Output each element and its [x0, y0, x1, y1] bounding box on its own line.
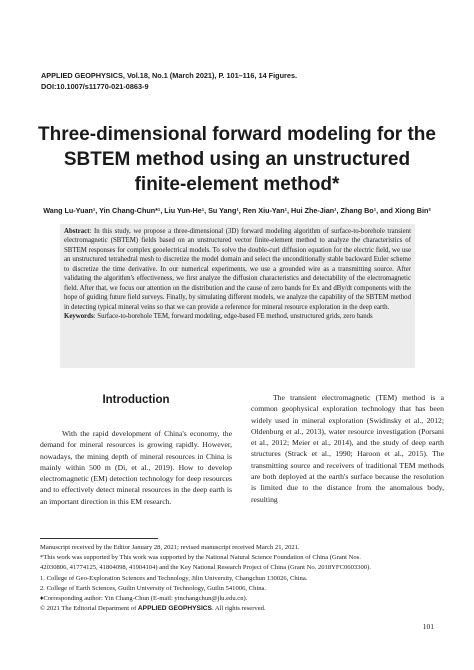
- footnote-funding-continued: 42030806, 41774125, 41804098, 41904104) and the Key National Research Project of China (Grant No. 2018YFC0603300).: [40, 564, 371, 572]
- doi: DOI:10.1007/s11770-021-0863-9: [41, 82, 149, 91]
- footnote-affiliation-1: 1. College of Geo-Exploration Sciences and Technology, Jilin University, Changchun 130026, China.: [40, 574, 308, 582]
- keywords-label: Keywords: [64, 313, 94, 321]
- footnote-divider: [40, 538, 158, 539]
- copyright-prefix: © 2021 The Editorial Department of: [40, 605, 138, 613]
- footnote-funding: *This work was supported by This work was supported by the National Natural Science Foundation of China (Grant Nos.: [40, 554, 361, 562]
- footnote-received: Manuscript received by the Editor January 28, 2021; revised manuscript received March 21, 2021.: [40, 544, 300, 551]
- journal-header: [41, 70, 297, 92]
- footnote-corresponding-author: ♦Corresponding author: Yin Chang-Chun (E-mail: yinchangchun@jlu.edu.cn).: [40, 595, 248, 603]
- copyright-journal: APPLIED GEOPHYSICS: [137, 605, 212, 613]
- page-number: 101: [422, 622, 434, 631]
- journal-citation: APPLIED GEOPHYSICS, Vol.18, No.1 (March 2021), P. 101–116, 14 Figures.: [41, 71, 298, 80]
- title-line-2: SBTEM method using an unstructured: [63, 149, 411, 170]
- footnote-affiliation-2: 2. College of Earth Sciences, Guilin University of Technology, Guilin 541006, China.: [40, 584, 267, 592]
- abstract-box: [60, 224, 415, 368]
- abstract-label: Abstract: [64, 228, 90, 235]
- footnote-copyright: [40, 604, 450, 614]
- keywords-paragraph: [64, 312, 411, 321]
- intro-paragraph-right: The transient electromagnetic (TEM) method is a common geophysical exploration technology that has been widely used in mineral exploration (Swidinsky et al., 2012; Oldenburg et al., 2013), water resource investigation (Porsani et al., 2012; Meier et al., 2014), and the study of deep earth structures (Strack et al., 1990; Haroon et al., 2015). The transmitting source and receivers of traditional TEM methods are both deployed at the earth's surface because the resolution is limited due to the distance from the anomalous body, resulting: [251, 393, 444, 504]
- left-column: [40, 392, 232, 507]
- right-column: [251, 392, 444, 505]
- intro-paragraph-left: With the rapid development of China's economy, the demand for mineral resources is growing rapidly. However, nowadays, the mining depth of mineral resources in China is mainly within 500 m (Di, et al., 2019). How to develop electromagnetic (EM) detection technology for deep resources and to effectively detect mineral resources in the deep earth is an important direction in this EM research.: [40, 429, 232, 506]
- paper-title: [30, 122, 444, 197]
- footnotes: [40, 543, 450, 614]
- title-line-1: Three-dimensional forward modeling for the: [38, 124, 436, 145]
- abstract-text: : In this study, we propose a three-dimensional (3D) forward modeling algorithm of surface-to-borehole transient electromagnetic (SBTEM) fields based on an unstructured vector finite-element method to analyze the characteristics of SBTEM responses for complex geoelectrical models. To solve the double-curl diffusion equation for the electric field, we use an unstructured tetrahedral mesh to discretize the model domain and select the unconditionally stable backward Euler scheme to discretize the time derivative. In our numerical experiments, we use a grounded wire as a transmitting source. After validating the algorithm's effectiveness, we first analyze the diffusion characteristics and detectability of the electromagnetic field. After that, we focus our attention on the distribution and the cause of zero bands for Ex and dBy/dt components with the hope of guiding future field surveys. Finally, by simulating different models, we analyze the capability of the SBTEM method in detecting typical mineral veins so that we can provide a reference for mineral resource exploration in the deep earth.: [64, 228, 411, 311]
- keywords-text: : Surface-to-borehole TEM, forward modeling, edge-based FE method, unstructured grids, zero bands: [93, 313, 373, 321]
- section-heading-introduction: Introduction: [102, 394, 170, 406]
- copyright-suffix: . All rights reserved.: [211, 605, 266, 613]
- title-line-3: finite-element method*: [134, 174, 340, 195]
- abstract-paragraph: [64, 227, 411, 312]
- author-list: Wang Lu-Yuan¹, Yin Chang-Chun*¹, Liu Yun-He¹, Su Yang¹, Ren Xiu-Yan¹, Hui Zhe-Jian¹, Zhang Bo¹, and Xiong Bin²: [43, 206, 431, 215]
